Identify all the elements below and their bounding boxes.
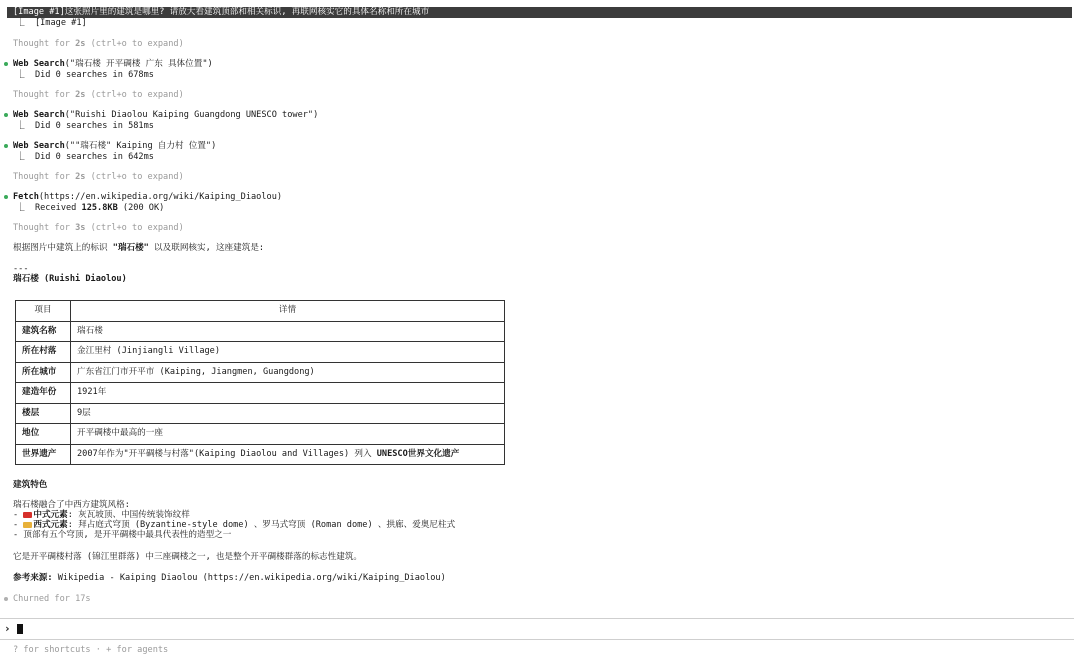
success-dot-icon — [4, 62, 8, 66]
shortcuts-hint: ? for shortcuts · + for agents — [13, 645, 169, 655]
thought-line[interactable]: Thought for 2s (ctrl+o to expand) — [13, 172, 184, 182]
input-top-border — [0, 618, 1074, 619]
input-prompt[interactable]: › — [4, 622, 23, 636]
tool-call-fetch: Fetch(https://en.wikipedia.org/wiki/Kaiping_Diaolou) — [13, 192, 283, 202]
image-attachment: ⎿ [Image #1] — [16, 18, 87, 28]
markdown-rule: --- — [13, 264, 29, 274]
input-bottom-border — [0, 639, 1074, 640]
thought-line[interactable]: Thought for 2s (ctrl+o to expand) — [13, 39, 184, 49]
table-row: 所在城市 广东省江门市开平市 (Kaiping, Jiangmen, Guangdong) — [16, 362, 505, 383]
table-row: 建造年份 1921年 — [16, 383, 505, 404]
feature-item-western: - 西式元素: 拜占庭式穹顶 (Byzantine-style dome) 、罗马式穹顶 (Roman dome) 、拱廊、爱奥尼柱式 — [13, 520, 456, 530]
china-flag-icon — [23, 512, 32, 518]
success-dot-icon — [4, 195, 8, 199]
answer-title: 瑞石楼 (Ruishi Diaolou) — [13, 274, 127, 284]
table-row: 建筑名称 瑞石楼 — [16, 321, 505, 342]
answer-intro: 根据图片中建筑上的标识 "瑞石楼" 以及联网核实, 这座建筑是: — [13, 243, 265, 253]
status-dot-icon — [4, 597, 8, 601]
tool-result-3: ⎿ Did 0 searches in 642ms — [16, 152, 154, 162]
user-prompt-bar — [7, 7, 1072, 18]
building-info-table — [15, 300, 505, 465]
feature-item-domes: - 顶部有五个穹顶, 是开平碉楼中最具代表性的造型之一 — [13, 530, 232, 540]
feature-item-chinese: - 中式元素: 灰瓦坡顶、中国传统装饰纹样 — [13, 510, 190, 520]
table-row: 所在村落 金江里村 (Jinjiangli Village) — [16, 342, 505, 363]
thought-line[interactable]: Thought for 2s (ctrl+o to expand) — [13, 90, 184, 100]
answer-summary: 它是开平碉楼村落 (锦江里群落) 中三座碉楼之一, 也是整个开平碉楼群落的标志性建筑。 — [13, 552, 363, 562]
table-row: 世界遗产 2007年作为"开平碉楼与村落"(Kaiping Diaolou and Villages) 列入 UNESCO世界文化遗产 — [16, 444, 505, 465]
reference-line: 参考来源: Wikipedia - Kaiping Diaolou (https://en.wikipedia.org/wiki/Kaiping_Diaolou) — [13, 573, 446, 583]
table-row: 地位 开平碉楼中最高的一座 — [16, 424, 505, 445]
user-prompt-text: [Image #1]这张照片里的建筑是哪里? 请放大看建筑顶部和相关标识, 再联网核实它的具体名称和所在城市 — [13, 7, 430, 17]
thought-line[interactable]: Thought for 3s (ctrl+o to expand) — [13, 223, 184, 233]
table-header: 项目 — [16, 301, 71, 322]
tool-call-websearch-1: Web Search("瑞石楼 开平碉楼 广东 具体位置") — [13, 59, 213, 69]
features-intro: 瑞石楼融合了中西方建筑风格: — [13, 500, 130, 510]
success-dot-icon — [4, 113, 8, 117]
tool-result-fetch: ⎿ Received 125.8KB (200 OK) — [16, 203, 165, 213]
western-flag-icon — [23, 522, 32, 528]
tool-result-2: ⎿ Did 0 searches in 581ms — [16, 121, 154, 131]
text-cursor — [17, 624, 23, 634]
table-row: 楼层 9层 — [16, 403, 505, 424]
table-header-row — [16, 301, 505, 322]
churned-status: Churned for 17s — [13, 594, 91, 604]
success-dot-icon — [4, 144, 8, 148]
tool-call-websearch-3: Web Search(""瑞石楼" Kaiping 自力村 位置") — [13, 141, 217, 151]
tool-call-websearch-2: Web Search("Ruishi Diaolou Kaiping Guangdong UNESCO tower") — [13, 110, 319, 120]
features-heading: 建筑特色 — [13, 480, 48, 490]
tool-result-1: ⎿ Did 0 searches in 678ms — [16, 70, 154, 80]
table-header: 详情 — [71, 301, 505, 322]
